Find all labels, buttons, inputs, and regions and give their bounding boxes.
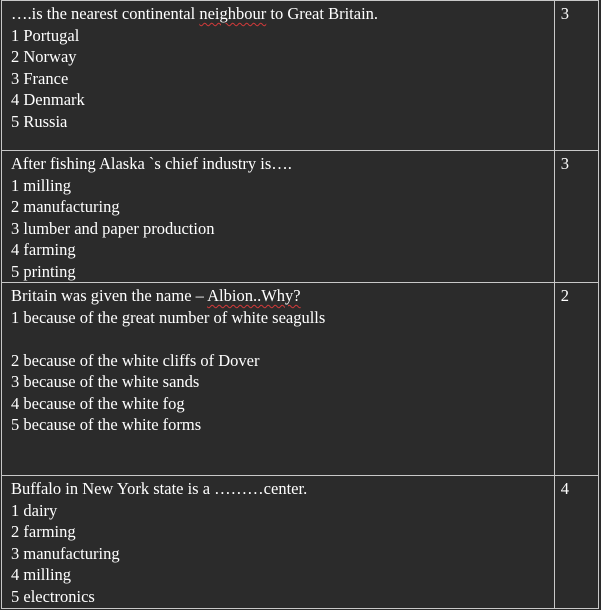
answer-option: 4 Denmark [11, 90, 85, 109]
answer-option: 3 manufacturing [11, 543, 120, 563]
question-cell [2, 1, 555, 151]
answer-option: 2 farming [11, 522, 76, 541]
answer-key-cell: 4 [554, 476, 598, 609]
question-stem [11, 285, 545, 307]
answer-option: 1 Portugal [11, 25, 80, 45]
blank-line [11, 328, 545, 350]
stem-text: to Great Britain. [266, 4, 379, 23]
answer-option: 3 because of the white sands [11, 372, 200, 391]
answer-key-cell: 3 [554, 1, 598, 151]
answer-key-cell: 3 [554, 151, 598, 283]
spellcheck-flagged-word: Albion..Why? [207, 286, 301, 305]
answer-option: 5 printing [11, 261, 76, 281]
answer-option: 2 Norway [11, 47, 77, 66]
answer-option: 1 milling [11, 175, 72, 195]
question-row [2, 476, 599, 609]
answer-option: 2 because of the white cliffs of Dover [11, 350, 260, 370]
question-cell [2, 151, 555, 283]
answer-option: 5 Russia [11, 111, 68, 131]
stem-text: ….is the nearest continental [11, 4, 200, 23]
question-cell [2, 283, 555, 476]
answer-option: 5 because of the white forms [11, 415, 202, 434]
quiz-table [1, 0, 599, 609]
answer-key-cell: 2 [554, 283, 598, 476]
answer-option: 4 farming [11, 240, 76, 259]
question-stem [11, 3, 545, 25]
spellcheck-flagged-word: neighbour [199, 4, 267, 23]
answer-option: 3 France [11, 68, 69, 88]
question-row [2, 151, 599, 283]
answer-option: 1 dairy [11, 500, 58, 520]
question-stem: After fishing Alaska `s chief industry is…. [11, 154, 292, 173]
answer-option: 2 manufacturing [11, 197, 120, 216]
question-cell [2, 476, 555, 609]
answer-option: 4 milling [11, 565, 72, 584]
answer-option: 4 because of the white fog [11, 393, 185, 413]
answer-option: 3 lumber and paper production [11, 218, 215, 238]
question-row [2, 283, 599, 476]
question-stem: Buffalo in New York state is a ………center. [11, 479, 308, 498]
answer-option: 1 because of the great number of white seagulls [11, 307, 326, 327]
stem-text: Britain was given the name – [11, 286, 208, 305]
question-row [2, 1, 599, 151]
answer-option: 5 electronics [11, 586, 95, 606]
